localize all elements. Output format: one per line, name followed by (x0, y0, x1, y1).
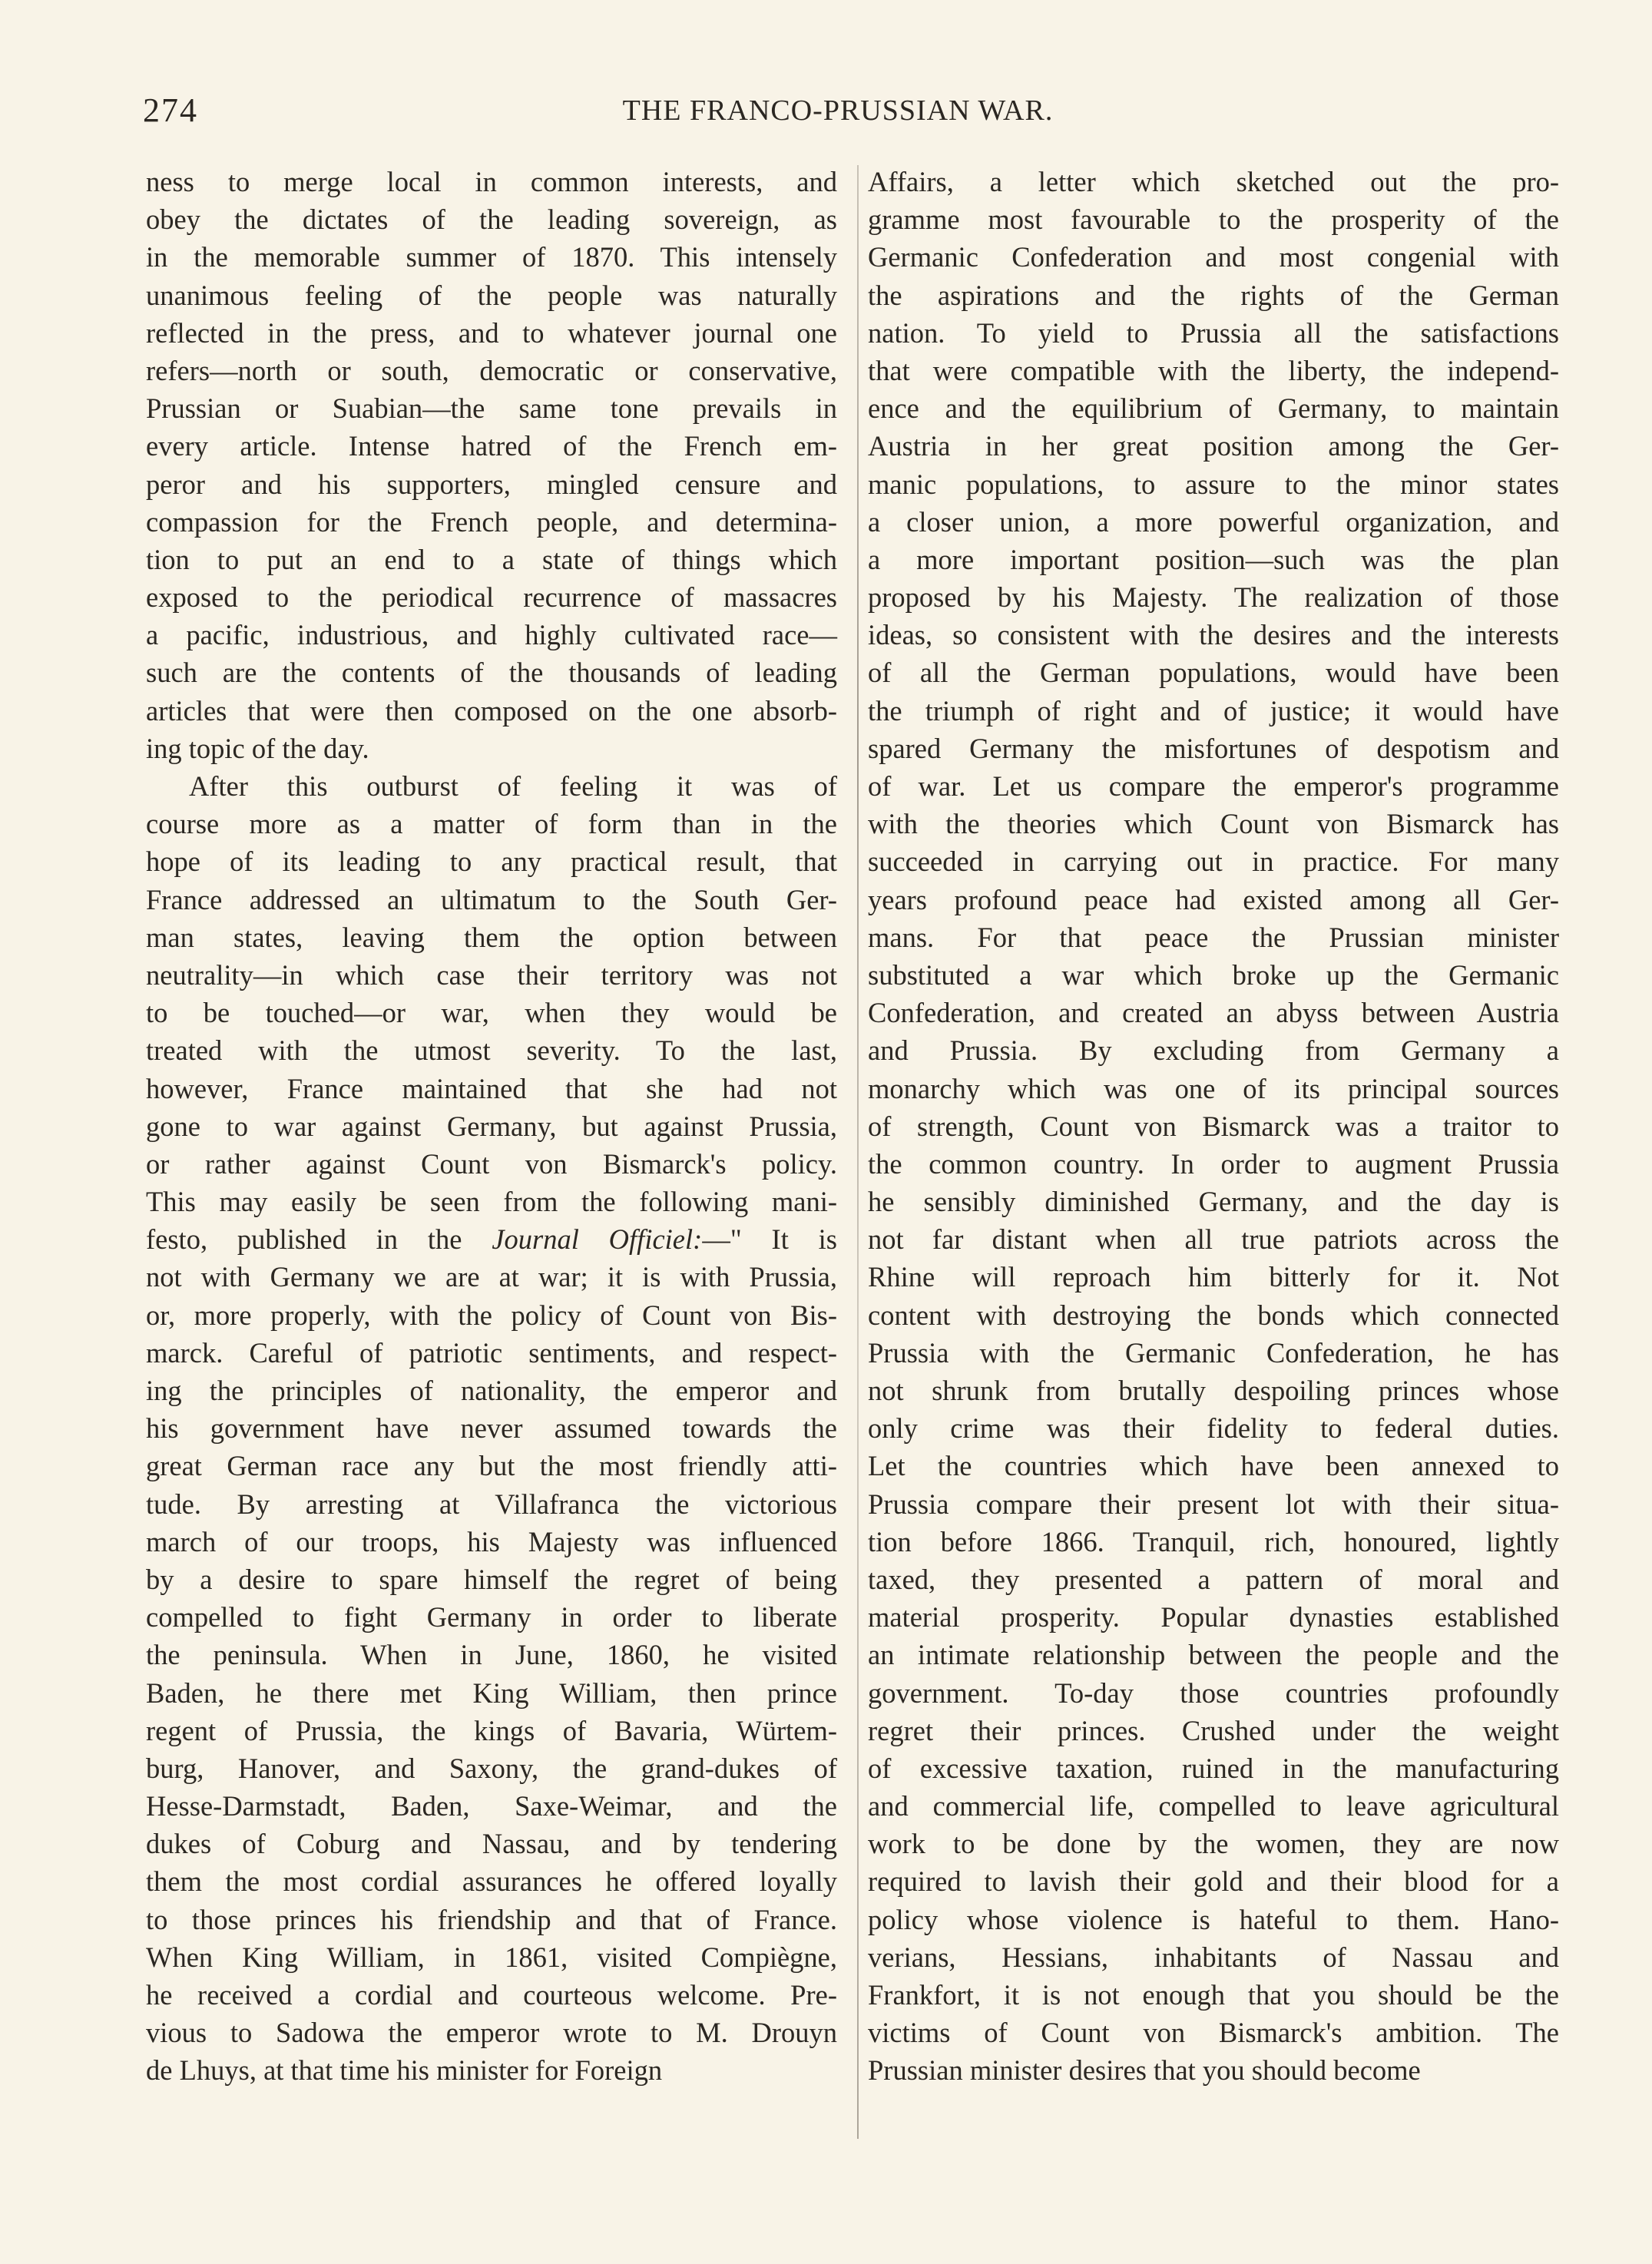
text-line: When King William, in 1861, visited Compiègne, (146, 1941, 837, 1973)
text-line: every article. Intense hatred of the French em- (146, 430, 837, 462)
text-line: monarchy which was one of its principal sources (868, 1072, 1559, 1104)
text-line: ence and the equilibrium of Germany, to maintain (868, 392, 1559, 425)
text-line: mans. For that peace the Prussian minister (868, 921, 1559, 953)
text-line: obey the dictates of the leading sovereign, as (146, 204, 837, 236)
text-line: marck. Careful of patriotic sentiments, and respect- (146, 1336, 837, 1369)
text-line: them the most cordial assurances he offered loyally (146, 1865, 837, 1898)
text-line: tion to put an end to a state of things which (146, 543, 837, 575)
text-line: treated with the utmost severity. To the last, (146, 1034, 837, 1067)
text-line: of war. Let us compare the emperor's programme (868, 770, 1559, 802)
text-line: government. To-day those countries profoundly (868, 1676, 1559, 1709)
text-line: and Prussia. By excluding from Germany a (868, 1034, 1559, 1067)
left-column (146, 163, 837, 2090)
text-line: regent of Prussia, the kings of Bavaria, Würtem- (146, 1714, 837, 1746)
text-line: Austria in her great position among the Ger- (868, 430, 1559, 462)
text-line: hope of its leading to any practical result, that (146, 846, 837, 878)
text-line: ing topic of the day. (146, 732, 369, 764)
text-line: only crime was their fidelity to federal duties. (868, 1412, 1559, 1445)
text-line: Confederation, and created an abyss between Austria (868, 997, 1559, 1029)
text-line: material prosperity. Popular dynasties established (868, 1601, 1559, 1633)
text-line: Germanic Confederation and most congenial with (868, 241, 1559, 273)
text-line: that were compatible with the liberty, the independ- (868, 354, 1559, 386)
text-line: a closer union, a more powerful organization, and (868, 505, 1559, 538)
text-line: of all the German populations, would have been (868, 657, 1559, 689)
text-line: a pacific, industrious, and highly cultivated race— (146, 619, 837, 651)
text-line: however, France maintained that she had not (146, 1072, 837, 1104)
text-line: gone to war against Germany, but against Prussia, (146, 1110, 837, 1142)
text-line: This may easily be seen from the following mani- (146, 1186, 837, 1218)
page-number: 274 (143, 91, 198, 129)
text-line: Prussia with the Germanic Confederation, he has (868, 1336, 1559, 1369)
text-line: he received a cordial and courteous welcome. Pre- (146, 1979, 837, 2011)
text-line: an intimate relationship between the people and the (868, 1639, 1559, 1671)
text-line: substituted a war which broke up the Germanic (868, 958, 1559, 991)
text-line: march of our troops, his Majesty was influenced (146, 1525, 837, 1557)
text-line: verians, Hessians, inhabitants of Nassau and (868, 1941, 1559, 1973)
text-line: After this outburst of feeling it was of (189, 770, 837, 802)
text-line: tude. By arresting at Villafranca the victorious (146, 1488, 837, 1520)
text-line: by a desire to spare himself the regret of being (146, 1563, 837, 1595)
text-line: ing the principles of nationality, the emperor and (146, 1375, 837, 1406)
text-line: not far distant when all true patriots across the (868, 1223, 1559, 1256)
text-line: exposed to the periodical recurrence of massacres (146, 581, 837, 614)
text-line: Prussian or Suabian—the same tone prevails in (146, 392, 837, 425)
text-line: manic populations, to assure to the minor states (868, 468, 1559, 500)
text-line: articles that were then composed on the one absorb- (146, 694, 837, 727)
column-divider (857, 165, 859, 2139)
text-line: not with Germany we are at war; it is with Prussia, (146, 1261, 837, 1293)
text-line: with the theories which Count von Bismarck has (868, 808, 1559, 840)
text-line: not shrunk from brutally despoiling princes whose (868, 1375, 1559, 1406)
text-line: gramme most favourable to the prosperity of the (868, 204, 1559, 236)
text-line: the peninsula. When in June, 1860, he visited (146, 1639, 837, 1671)
text-line: dukes of Coburg and Nassau, and by tendering (146, 1828, 837, 1860)
text-line: ness to merge local in common interests, and (146, 166, 837, 197)
line-text: festo, published in the (146, 1223, 492, 1256)
running-head (143, 91, 1533, 137)
running-title: THE FRANCO-PRUSSIAN WAR. (622, 94, 1054, 127)
text-line: required to lavish their gold and their blood for a (868, 1865, 1559, 1898)
text-line: content with destroying the bonds which connected (868, 1299, 1559, 1331)
right-column (868, 163, 1559, 2090)
text-line: compassion for the French people, and determina- (146, 505, 837, 538)
text-line: neutrality—in which case their territory was not (146, 958, 837, 991)
text-line: the triumph of right and of justice; it would have (868, 694, 1559, 727)
text-line: course more as a matter of form than in the (146, 808, 837, 840)
text-line: spared Germany the misfortunes of despotism and (868, 732, 1559, 764)
text-line: of strength, Count von Bismarck was a traitor to (868, 1110, 1559, 1142)
text-line: vious to Sadowa the emperor wrote to M. Drouyn (146, 2017, 837, 2049)
text-line: peror and his supporters, mingled censure and (146, 468, 837, 500)
text-line: policy whose violence is hateful to them. Hano- (868, 1903, 1559, 1935)
text-line: great German race any but the most friendly atti- (146, 1450, 837, 1482)
text-line: such are the contents of the thousands of leading (146, 657, 837, 689)
text-line: tion before 1866. Tranquil, rich, honoured, lightly (868, 1525, 1559, 1557)
text-line: succeeded in carrying out in practice. For many (868, 846, 1559, 878)
text-line: a more important position—such was the plan (868, 543, 1559, 575)
text-line: unanimous feeling of the people was naturally (146, 279, 837, 311)
text-line: Rhine will reproach him bitterly for it. Not (868, 1261, 1559, 1293)
text-line: Affairs, a letter which sketched out the pro- (868, 166, 1559, 197)
text-line: reflected in the press, and to whatever journal one (146, 316, 837, 349)
text-line: compelled to fight Germany in order to liberate (146, 1601, 837, 1633)
text-line: man states, leaving them the option between (146, 921, 837, 953)
text-line: Frankfort, it is not enough that you should be the (868, 1979, 1559, 2011)
text-line: nation. To yield to Prussia all the satisfactions (868, 316, 1559, 349)
text-line: in the memorable summer of 1870. This intensely (146, 241, 837, 273)
text-line: work to be done by the women, they are now (868, 1828, 1559, 1860)
text-line: his government have never assumed towards the (146, 1412, 837, 1445)
text-line: de Lhuys, at that time his minister for Foreign (146, 2054, 663, 2087)
text-line: and commercial life, compelled to leave agricultural (868, 1790, 1559, 1822)
text-line: burg, Hanover, and Saxony, the grand-dukes of (146, 1752, 837, 1784)
text-line: years profound peace had existed among all Ger- (868, 883, 1559, 915)
text-line: to be touched—or war, when they would be (146, 997, 837, 1029)
text-line: Let the countries which have been annexed to (868, 1450, 1559, 1482)
text-line: victims of Count von Bismarck's ambition. The (868, 2017, 1559, 2049)
text-line: taxed, they presented a pattern of moral and (868, 1563, 1559, 1595)
text-line (146, 1220, 837, 1258)
text-line: Hesse-Darmstadt, Baden, Saxe-Weimar, and the (146, 1790, 837, 1822)
text-line: ideas, so consistent with the desires and the interests (868, 619, 1559, 651)
text-line: he sensibly diminished Germany, and the day is (868, 1186, 1559, 1218)
journal-title: Journal Officiel: (492, 1223, 703, 1256)
quote-open: —" It is (702, 1223, 838, 1256)
text-line: of excessive taxation, ruined in the manufacturing (868, 1752, 1559, 1784)
text-line: refers—north or south, democratic or conservative, (146, 354, 837, 386)
text-line: or rather against Count von Bismarck's policy. (146, 1147, 837, 1180)
text-line: Prussian minister desires that you should become (868, 2054, 1421, 2087)
text-line: the aspirations and the rights of the German (868, 279, 1559, 311)
text-line: or, more properly, with the policy of Count von Bis- (146, 1299, 837, 1331)
text-line: Baden, he there met King William, then prince (146, 1676, 837, 1709)
text-line: to those princes his friendship and that of France. (146, 1903, 837, 1935)
text-line: proposed by his Majesty. The realization of those (868, 581, 1559, 614)
text-line: France addressed an ultimatum to the South Ger- (146, 883, 837, 915)
text-line: regret their princes. Crushed under the weight (868, 1714, 1559, 1746)
text-line: the common country. In order to augment Prussia (868, 1147, 1559, 1180)
text-line: Prussia compare their present lot with their situa- (868, 1488, 1559, 1520)
